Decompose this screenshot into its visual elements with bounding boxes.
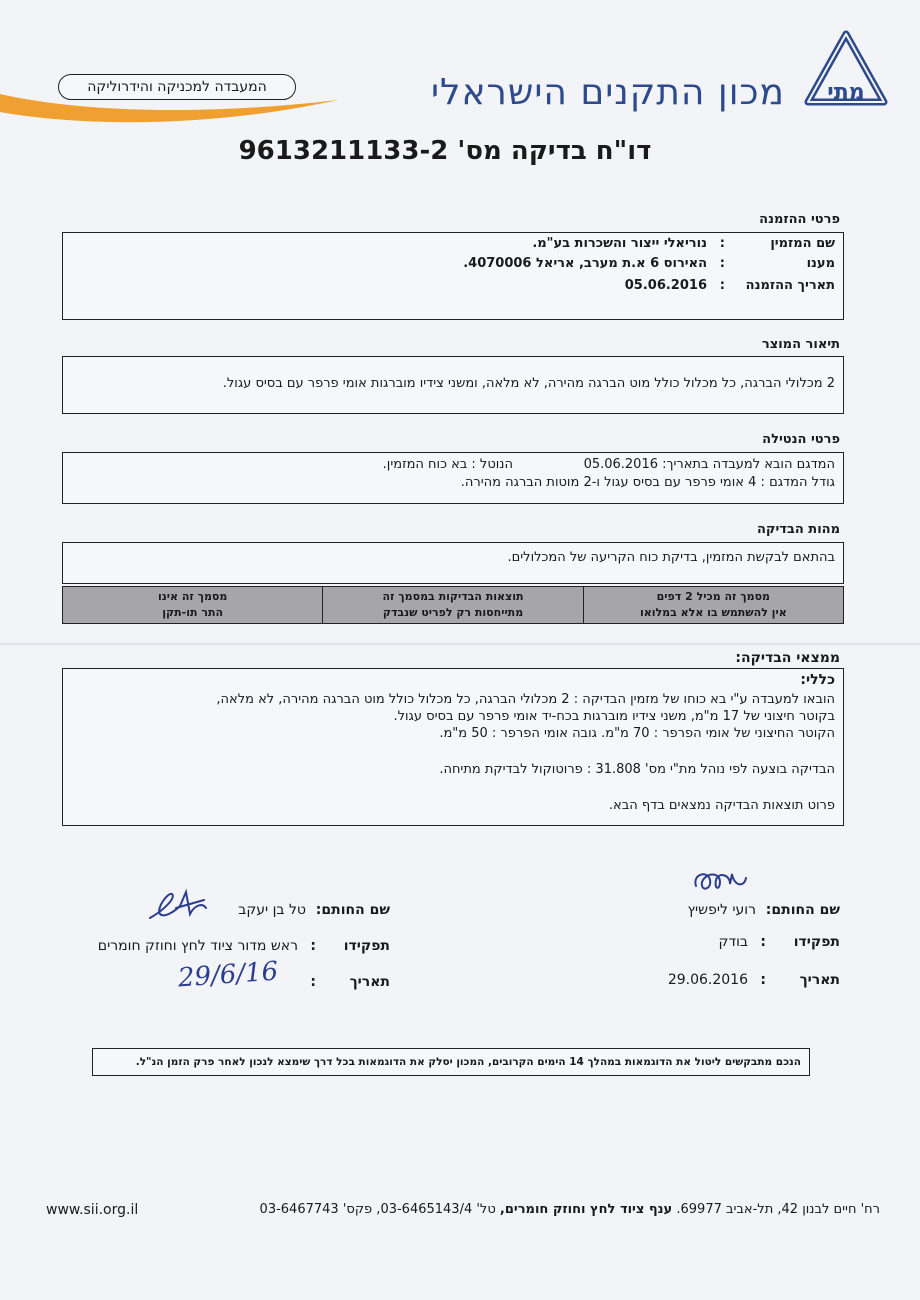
footer-contact: טל' 03-6465143/4, פקס' 03-6467743 (259, 1202, 496, 1217)
product-text: 2 מכלולי הברגה, כל מכלול כולל מוט הברגה מהירה, לא מלאה, ומשני צידיו מוברגות אומי פרפר עם בסיס עגול. (222, 376, 835, 391)
notice-cell-results (322, 587, 582, 623)
test-nature-text: בהתאם לבקשת המזמין, בדיקת כוח הקריעה של המכלולים. (507, 550, 835, 565)
sig-left-name: טל בן יעקב (238, 902, 306, 918)
sig-left-date-label: תאריך (349, 974, 390, 990)
sig-left-handwritten-date: 29/6/16 (177, 956, 280, 994)
findings-line-4: הבדיקה בוצעה לפי נוהל מת"י מס' 31.808 : פרוטוקול לבדיקת מתיחה. (439, 762, 835, 777)
findings-box (62, 668, 844, 826)
sig-right-sep: : (760, 934, 766, 950)
notice-standard-line2: התר תו-תקן (162, 606, 224, 619)
footer-address-prefix: רח' חיים לבנון 42, תל-אביב 69977. (676, 1202, 880, 1217)
order-sep: : (719, 256, 725, 271)
findings-heading: ממצאי הבדיקה: (735, 650, 840, 666)
notice-standard-line1: מסמך זה אינו (157, 590, 228, 603)
test-nature-box (62, 542, 844, 584)
sig-right-date-label: תאריך (799, 972, 840, 988)
notice-cell-pages (583, 587, 843, 623)
findings-line-2: בקוטר חיצוני של 17 מ"מ, משני צידיו מוברגות בכח-יד אומי פרפר עם בסיס עגול. (393, 709, 835, 724)
sampling-box (62, 452, 844, 504)
sig-right-role-label: תפקידו (793, 934, 840, 950)
signature-right-icon (690, 866, 750, 898)
notice-pages-line2: אין להשתמש בו אלא במלואו (639, 606, 787, 619)
order-sep: : (719, 278, 725, 293)
sig-left-role-label: תפקידו (343, 938, 390, 954)
order-sep: : (719, 236, 725, 251)
sig-left-name-label: שם החותם: (315, 902, 390, 918)
findings-subheading: כללי: (800, 672, 835, 688)
product-box (62, 356, 844, 414)
notice-pages-line1: מסמך זה מכיל 2 דפים (656, 590, 771, 603)
test-nature-heading: מהות הבדיקה (756, 522, 840, 537)
sig-right-name: רועי ליפשיץ (687, 902, 756, 918)
sig-left-sep: : (310, 938, 316, 954)
lab-badge: המעבדה למכניקה והידרוליקה (58, 74, 296, 100)
page-fold (0, 643, 920, 645)
notice-results-line2: מתייחסות רק לפריט שנבדק (382, 606, 524, 619)
report-title: דו"ח בדיקה מס' 9613211133-2 (238, 136, 652, 166)
sig-right-role: בודק (718, 934, 748, 950)
sampling-size: גודל המדגם : 4 אומי פרפר עם בסיס עגול ו-2 מוטות הברגה מהירה. (460, 475, 835, 490)
sig-right-sep: : (760, 972, 766, 988)
disclaimer-box: הנכם מתבקשים ליטול את הדוגמאות במהלך 14 הימים הקרובים, המכון יסלק את הדוגמאות בכל דרך שימצא לנכון לאחר פרק הזמן הנ"ל. (92, 1048, 810, 1076)
order-value-address: האירוס 6 א.ת מערב, אריאל 4070006. (463, 256, 707, 271)
findings-line-1: הובאו למעבדה ע"י בא כוחו של מזמין הבדיקה : 2 מכלולי הברגה, כל מכלול כולל מוט הברגה מהירה, לא מלאה, (216, 692, 835, 707)
sig-right-date: 29.06.2016 (667, 972, 748, 988)
order-heading: פרטי ההזמנה (759, 212, 840, 227)
notice-results-line1: תוצאות הבדיקות במסמך זה (382, 590, 524, 603)
footer-address (160, 1202, 880, 1217)
findings-line-3: הקוטר החיצוני של אומי הפרפר : 70 מ"מ. גובה אומי הפרפר : 50 מ"מ. (439, 726, 835, 741)
sig-right-name-label: שם החותם: (765, 902, 840, 918)
sampling-heading: פרטי הנטילה (762, 432, 840, 447)
order-label-name: שם המזמין (770, 236, 835, 251)
signature-left-icon (146, 888, 210, 924)
notice-cell-standard (63, 587, 322, 623)
order-value-name: נוריאלי ייצור והשכרות בע"מ. (532, 236, 707, 251)
findings-line-5: פרוט תוצאות הבדיקה נמצאים בדף הבא. (608, 798, 835, 813)
sig-left-role: ראש מדור ציוד לחץ וחוזק חומרים (97, 938, 298, 954)
order-box (62, 232, 844, 320)
notice-bar (62, 586, 844, 624)
sig-left-sep: : (310, 974, 316, 990)
order-value-date: 05.06.2016 (624, 278, 707, 293)
order-label-date: תאריך ההזמנה (745, 278, 835, 293)
footer-website[interactable]: www.sii.org.il (46, 1202, 139, 1218)
sampling-taker: הנוטל : בא כוח המזמין. (382, 457, 513, 472)
sampling-date: המדגם הובא למעבדה בתאריך: 05.06.2016 (583, 457, 835, 472)
footer-branch: ענף ציוד לחץ וחוזק חומרים, (499, 1202, 673, 1217)
institute-name: מכון התקנים הישראלי (430, 72, 785, 113)
product-heading: תיאור המוצר (761, 337, 840, 352)
order-label-address: מענו (806, 256, 835, 271)
logo-text: מתי (827, 80, 865, 105)
